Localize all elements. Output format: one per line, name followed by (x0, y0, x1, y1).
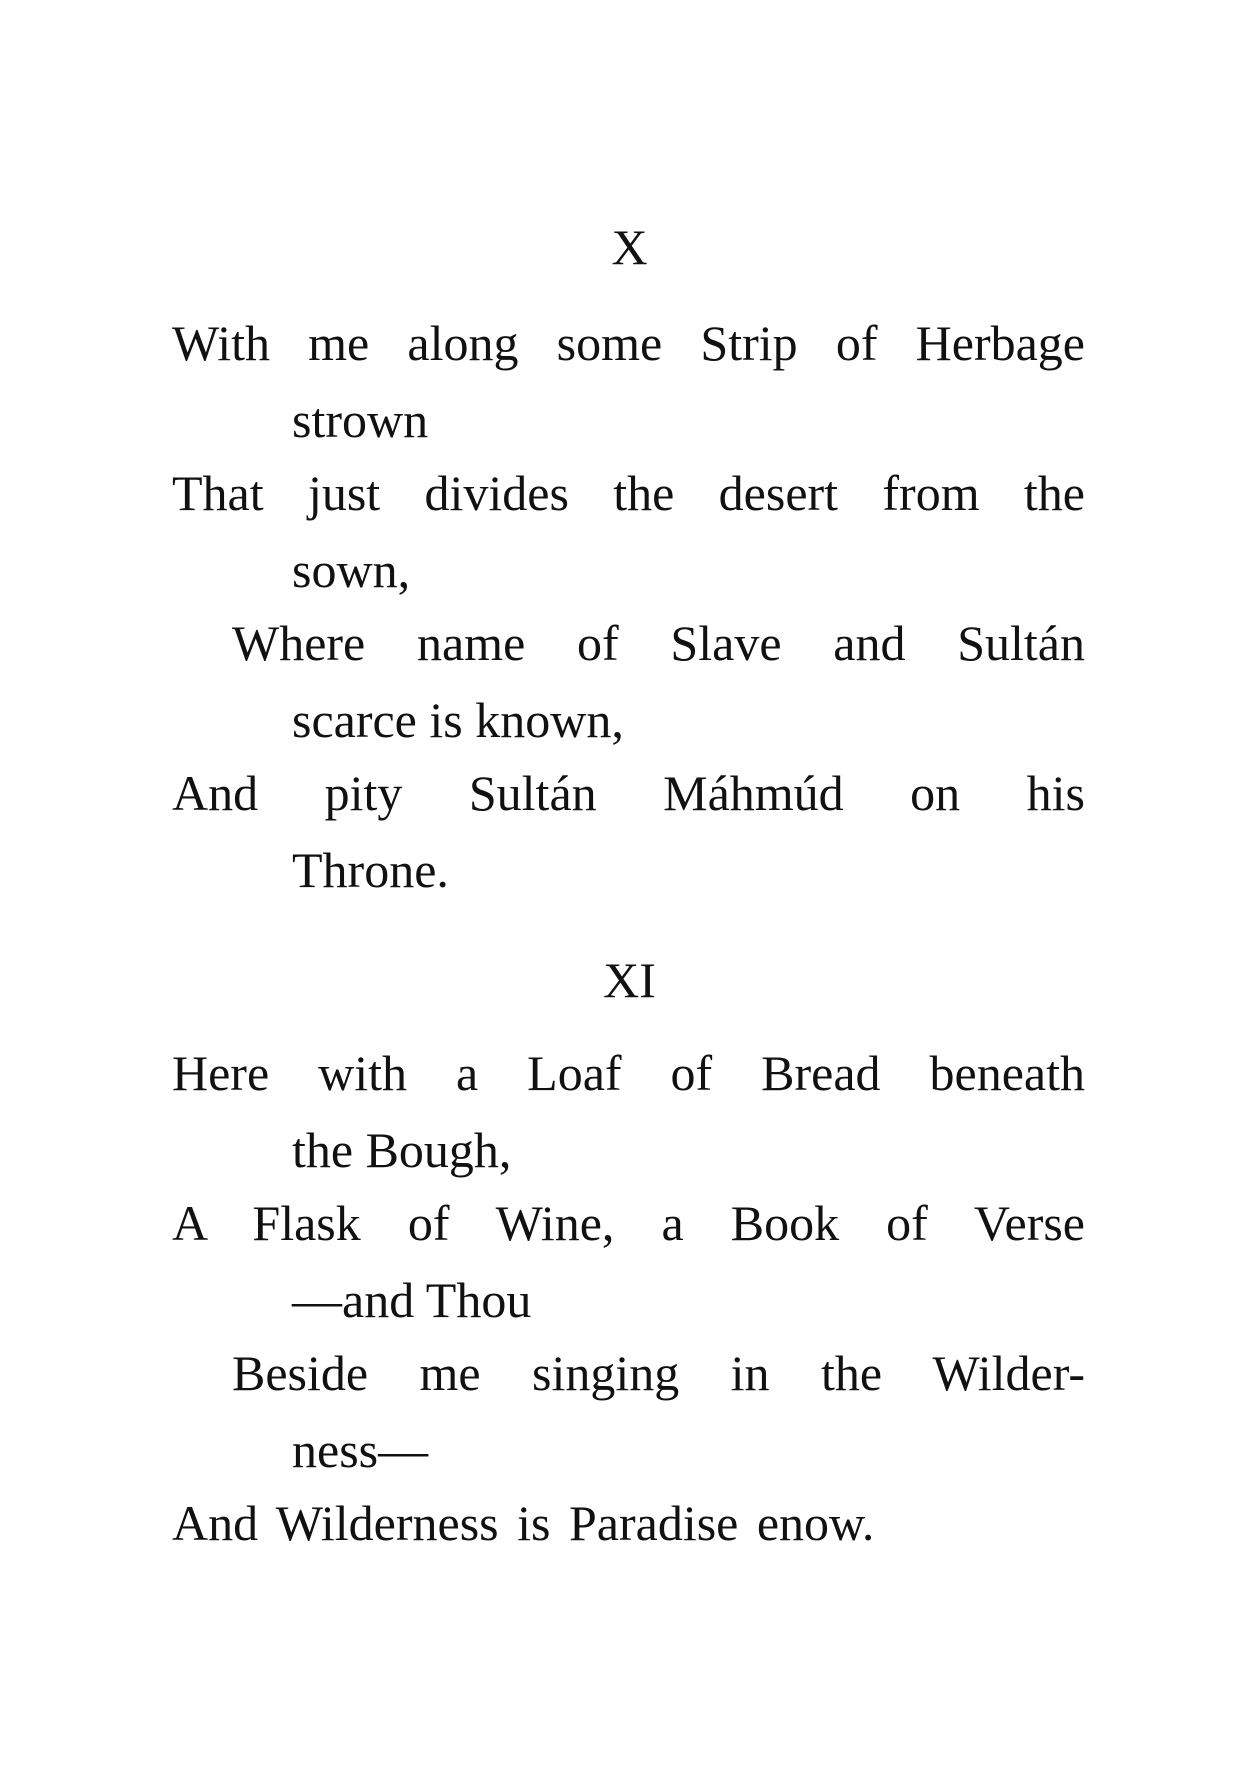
verse-line: scarce is known, (292, 692, 624, 748)
verse-line: strown (292, 392, 429, 448)
verse-line: Throne. (292, 842, 449, 898)
verse-line: And Wilderness is Paradise enow. (172, 1495, 875, 1551)
stanza-numeral: X (611, 219, 648, 275)
verse-line: sown, (292, 542, 411, 598)
verse-line: And pity Sultán Máhmúd on his (172, 765, 1085, 821)
verse-line: ness— (292, 1422, 429, 1478)
verse-line: That just divides the desert from the (172, 465, 1085, 521)
stanza-numeral: XI (603, 952, 656, 1008)
verse-line: Where name of Slave and Sultán (232, 615, 1085, 671)
verse-line: the Bough, (292, 1122, 512, 1178)
verse-line: Beside me singing in the Wilder- (232, 1345, 1085, 1401)
verse-line: —and Thou (292, 1272, 532, 1328)
verse-line: With me along some Strip of Herbage (172, 315, 1085, 371)
verse-line: Here with a Loaf of Bread beneath (172, 1045, 1085, 1101)
verse-line: A Flask of Wine, a Book of Verse (172, 1195, 1085, 1251)
